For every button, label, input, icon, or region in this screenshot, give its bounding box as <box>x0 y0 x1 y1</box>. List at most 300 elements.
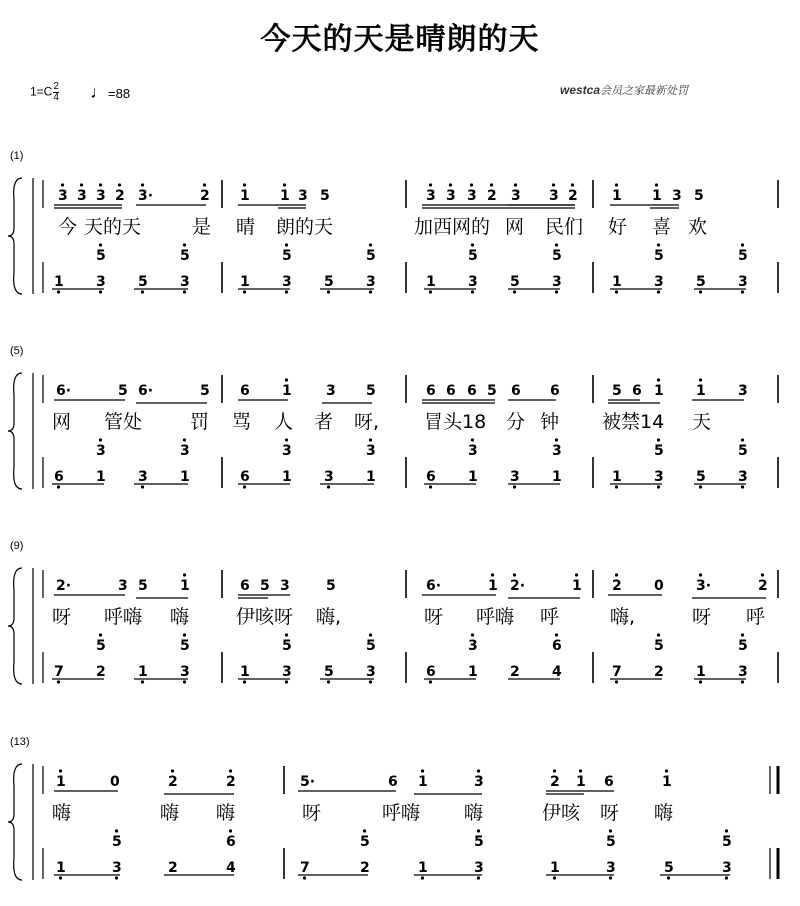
high-octave-dot <box>183 438 186 441</box>
bass-chord-note: 3 <box>180 443 190 459</box>
measure-number: (5) <box>10 345 24 357</box>
credit-suffix: 会员之家最新处罚 <box>600 85 689 97</box>
melody-note: 6· <box>426 578 442 594</box>
high-octave-dot <box>141 183 144 186</box>
bass-note: 3 <box>96 274 106 290</box>
bass-note: 3 <box>180 664 190 680</box>
melody-note: 2 <box>550 774 560 790</box>
low-octave-dot <box>657 485 660 488</box>
melody-note: 6· <box>56 383 72 399</box>
high-octave-dot <box>555 438 558 441</box>
bass-note: 6 <box>426 469 436 485</box>
lyric-word: 嗨 <box>464 802 484 824</box>
bass-chord-note: 5 <box>366 638 376 654</box>
melody-note: 5 <box>694 188 704 204</box>
bass-note: 3 <box>738 274 748 290</box>
lyric-word: 加西网的 <box>414 216 491 238</box>
high-octave-dot <box>429 183 432 186</box>
high-octave-dot <box>243 183 246 186</box>
bass-chord-note: 6 <box>552 638 562 654</box>
low-octave-dot <box>59 876 62 879</box>
low-octave-dot <box>327 485 330 488</box>
bass-note: 1 <box>138 664 148 680</box>
bass-note: 5 <box>696 469 706 485</box>
lyric-word: 晴 <box>236 216 256 238</box>
low-octave-dot <box>513 485 516 488</box>
high-octave-dot <box>471 633 474 636</box>
lyric-word: 天的天 <box>84 216 142 238</box>
measure-number: (13) <box>10 736 30 748</box>
bass-chord-note: 5 <box>654 248 664 264</box>
high-octave-dot <box>369 438 372 441</box>
lyric-word: 嗨 <box>170 606 190 628</box>
high-octave-dot <box>183 573 186 576</box>
low-octave-dot <box>609 876 612 879</box>
lyric-word: 朗的天 <box>276 216 334 238</box>
bass-note: 4 <box>226 860 236 876</box>
low-octave-dot <box>183 290 186 293</box>
lyric-word: 呀 <box>424 606 444 628</box>
lyric-word: 好 <box>608 216 628 238</box>
melody-note: 2 <box>226 774 236 790</box>
bass-note: 5 <box>510 274 520 290</box>
low-octave-dot <box>429 680 432 683</box>
high-octave-dot <box>115 829 118 832</box>
melody-note: 1 <box>56 774 66 790</box>
melody-note: 6· <box>138 383 154 399</box>
low-octave-dot <box>429 290 432 293</box>
quarter-note-icon: ♩ <box>90 82 108 102</box>
high-octave-dot <box>657 378 660 381</box>
high-octave-dot <box>490 183 493 186</box>
melody-note: 5 <box>118 383 128 399</box>
lyric-word: 人 <box>274 411 294 433</box>
melody-note: 3 <box>96 188 106 204</box>
melody-note: 1 <box>612 188 622 204</box>
bass-note: 1 <box>54 274 64 290</box>
high-octave-dot <box>555 633 558 636</box>
high-octave-dot <box>477 829 480 832</box>
low-octave-dot <box>303 876 306 879</box>
bass-note: 7 <box>300 860 310 876</box>
low-octave-dot <box>741 485 744 488</box>
low-octave-dot <box>667 876 670 879</box>
high-octave-dot <box>571 183 574 186</box>
low-octave-dot <box>477 876 480 879</box>
bass-chord-note: 5 <box>282 638 292 654</box>
high-octave-dot <box>99 438 102 441</box>
bass-note: 3 <box>112 860 122 876</box>
lyric-word: 嗨, <box>610 606 636 628</box>
low-octave-dot <box>57 290 60 293</box>
bass-note: 2 <box>96 664 106 680</box>
high-octave-dot <box>665 769 668 772</box>
melody-note: 2 <box>115 188 125 204</box>
bass-note: 3 <box>366 664 376 680</box>
low-octave-dot <box>513 290 516 293</box>
system-brace <box>8 178 22 294</box>
lyric-word: 冒头18 <box>424 411 487 433</box>
low-octave-dot <box>471 290 474 293</box>
bass-chord-note: 5 <box>474 834 484 850</box>
bass-note: 1 <box>696 664 706 680</box>
high-octave-dot <box>513 573 516 576</box>
time-numerator: 2 <box>53 81 59 92</box>
melody-note: 0 <box>654 578 664 594</box>
bass-note: 3 <box>138 469 148 485</box>
low-octave-dot <box>327 290 330 293</box>
lyric-word: 呼 <box>746 606 766 628</box>
melody-note: 3· <box>696 578 712 594</box>
high-octave-dot <box>369 633 372 636</box>
melody-note: 1 <box>488 578 498 594</box>
bass-note: 3 <box>282 274 292 290</box>
page-title: 今天的天是晴朗的天 <box>260 22 540 57</box>
high-octave-dot <box>657 438 660 441</box>
melody-note: 1 <box>696 383 706 399</box>
melody-note: 6 <box>388 774 398 790</box>
melody-note: 3 <box>474 774 484 790</box>
high-octave-dot <box>555 243 558 246</box>
melody-note: 5 <box>487 383 497 399</box>
low-octave-dot <box>141 680 144 683</box>
low-octave-dot <box>615 485 618 488</box>
lyric-word: 分 <box>506 411 526 433</box>
high-octave-dot <box>80 183 83 186</box>
bass-note: 1 <box>550 860 560 876</box>
melody-note: 1 <box>576 774 586 790</box>
high-octave-dot <box>699 378 702 381</box>
bass-note: 3 <box>722 860 732 876</box>
bass-note: 1 <box>468 664 478 680</box>
melody-note: 5 <box>320 188 330 204</box>
melody-note: 3 <box>298 188 308 204</box>
lyric-word: 喜 <box>652 216 672 238</box>
bass-chord-note: 5 <box>360 834 370 850</box>
bass-chord-note: 5 <box>282 248 292 264</box>
lyric-word: 呀 <box>600 802 620 824</box>
melody-note: 1 <box>654 383 664 399</box>
lyric-word: 今 <box>58 216 78 238</box>
measure-number: (1) <box>10 150 24 162</box>
melody-note: 3 <box>280 578 290 594</box>
high-octave-dot <box>725 829 728 832</box>
bass-note: 1 <box>612 469 622 485</box>
melody-note: 3 <box>426 188 436 204</box>
high-octave-dot <box>285 633 288 636</box>
melody-note: 2 <box>568 188 578 204</box>
bass-chord-note: 5 <box>96 248 106 264</box>
bass-chord-note: 5 <box>738 248 748 264</box>
lyric-word: 嗨, <box>316 606 342 628</box>
lyric-word: 呼嗨 <box>382 802 421 824</box>
high-octave-dot <box>203 183 206 186</box>
melody-note: 6 <box>632 383 642 399</box>
bass-note: 1 <box>240 664 250 680</box>
bass-note: 3 <box>606 860 616 876</box>
low-octave-dot <box>183 680 186 683</box>
melody-note: 0 <box>110 774 120 790</box>
low-octave-dot <box>741 290 744 293</box>
high-octave-dot <box>183 243 186 246</box>
bass-note: 7 <box>612 664 622 680</box>
measure-number: (9) <box>10 540 24 552</box>
bass-note: 1 <box>468 469 478 485</box>
high-octave-dot <box>99 633 102 636</box>
lyric-word: 欢 <box>688 216 708 238</box>
low-octave-dot <box>555 290 558 293</box>
melody-note: 1 <box>418 774 428 790</box>
bass-note: 4 <box>552 664 562 680</box>
melody-note: 1 <box>180 578 190 594</box>
lyric-word: 呼 <box>540 606 560 628</box>
lyric-word: 者 <box>314 411 334 433</box>
melody-note: 6 <box>604 774 614 790</box>
tempo-value: =88 <box>108 86 131 101</box>
high-octave-dot <box>761 573 764 576</box>
lyric-word: 骂 <box>232 411 252 433</box>
bass-note: 2 <box>168 860 178 876</box>
high-octave-dot <box>609 829 612 832</box>
low-octave-dot <box>369 680 372 683</box>
melody-note: 1 <box>572 578 582 594</box>
high-octave-dot <box>491 573 494 576</box>
bass-note: 2 <box>654 664 664 680</box>
bass-note: 3 <box>282 664 292 680</box>
high-octave-dot <box>657 243 660 246</box>
lyric-word: 钟 <box>540 411 560 433</box>
high-octave-dot <box>369 243 372 246</box>
high-octave-dot <box>59 769 62 772</box>
melody-note: 3 <box>326 383 336 399</box>
melody-note: 3· <box>138 188 154 204</box>
high-octave-dot <box>699 573 702 576</box>
melody-note: 5 <box>366 383 376 399</box>
bass-chord-note: 3 <box>468 638 478 654</box>
bass-note: 5 <box>138 274 148 290</box>
system-brace <box>8 764 22 880</box>
melody-note: 2 <box>168 774 178 790</box>
lyric-word: 嗨 <box>52 802 72 824</box>
bass-chord-note: 5 <box>738 638 748 654</box>
bass-note: 3 <box>474 860 484 876</box>
melody-note: 1 <box>282 383 292 399</box>
lyric-word: 被禁14 <box>602 411 665 433</box>
high-octave-dot <box>471 243 474 246</box>
bass-note: 5 <box>664 860 674 876</box>
lyric-word: 嗨 <box>654 802 674 824</box>
bass-note: 6 <box>240 469 250 485</box>
lyric-word: 网 <box>52 411 72 433</box>
lyric-word: 呀, <box>354 411 380 433</box>
bass-note: 6 <box>426 664 436 680</box>
lyric-word: 呼嗨 <box>104 606 143 628</box>
low-octave-dot <box>553 876 556 879</box>
high-octave-dot <box>449 183 452 186</box>
high-octave-dot <box>229 769 232 772</box>
bass-note: 3 <box>738 664 748 680</box>
high-octave-dot <box>615 573 618 576</box>
bass-note: 3 <box>738 469 748 485</box>
melody-note: 5 <box>200 383 210 399</box>
high-octave-dot <box>183 633 186 636</box>
high-octave-dot <box>575 573 578 576</box>
bass-chord-note: 5 <box>722 834 732 850</box>
bass-note: 2 <box>360 860 370 876</box>
lyric-word: 是 <box>192 216 212 238</box>
high-octave-dot <box>421 769 424 772</box>
bass-chord-note: 5 <box>180 248 190 264</box>
melody-note: 1 <box>280 188 290 204</box>
high-octave-dot <box>553 769 556 772</box>
melody-note: 6 <box>426 383 436 399</box>
bass-chord-note: 5 <box>96 638 106 654</box>
melody-note: 5 <box>612 383 622 399</box>
low-octave-dot <box>741 680 744 683</box>
high-octave-dot <box>99 183 102 186</box>
lyric-word: 呀 <box>302 802 322 824</box>
melody-note: 3 <box>738 383 748 399</box>
high-octave-dot <box>655 183 658 186</box>
melody-note: 5 <box>138 578 148 594</box>
high-octave-dot <box>285 438 288 441</box>
bass-note: 1 <box>612 274 622 290</box>
bass-note: 5 <box>696 274 706 290</box>
high-octave-dot <box>171 769 174 772</box>
bass-note: 1 <box>552 469 562 485</box>
low-octave-dot <box>615 680 618 683</box>
high-octave-dot <box>477 769 480 772</box>
melody-note: 3 <box>672 188 682 204</box>
lyric-word: 罚 <box>190 411 210 433</box>
melody-note: 6 <box>467 383 477 399</box>
bass-chord-note: 3 <box>468 443 478 459</box>
melody-note: 5 <box>260 578 270 594</box>
lyric-word: 呼嗨 <box>476 606 515 628</box>
bass-note: 1 <box>96 469 106 485</box>
low-octave-dot <box>243 680 246 683</box>
high-octave-dot <box>741 438 744 441</box>
melody-note: 2 <box>200 188 210 204</box>
melody-note: 2 <box>758 578 768 594</box>
melody-note: 5 <box>326 578 336 594</box>
high-octave-dot <box>552 183 555 186</box>
melody-note: 6 <box>550 383 560 399</box>
bass-note: 1 <box>418 860 428 876</box>
melody-note: 5· <box>300 774 316 790</box>
bass-chord-note: 5 <box>654 443 664 459</box>
melody-note: 2· <box>56 578 72 594</box>
bass-chord-note: 5 <box>654 638 664 654</box>
low-octave-dot <box>699 485 702 488</box>
bass-chord-note: 5 <box>552 248 562 264</box>
lyric-word: 呀 <box>52 606 72 628</box>
lyric-word: 民们 <box>545 216 584 238</box>
high-octave-dot <box>514 183 517 186</box>
lyric-word: 伊咳呀 <box>236 606 294 628</box>
high-octave-dot <box>99 243 102 246</box>
bass-note: 1 <box>56 860 66 876</box>
bass-note: 3 <box>366 274 376 290</box>
bass-note: 5 <box>324 664 334 680</box>
lyric-word: 呀 <box>692 606 712 628</box>
bass-chord-note: 5 <box>366 248 376 264</box>
melody-note: 6 <box>446 383 456 399</box>
melody-note: 2 <box>612 578 622 594</box>
low-octave-dot <box>115 876 118 879</box>
lyric-word: 管处 <box>104 411 143 433</box>
bass-note: 3 <box>654 274 664 290</box>
melody-note: 2 <box>487 188 497 204</box>
melody-note: 3 <box>446 188 456 204</box>
low-octave-dot <box>99 290 102 293</box>
bass-note: 3 <box>324 469 334 485</box>
high-octave-dot <box>283 183 286 186</box>
high-octave-dot <box>363 829 366 832</box>
high-octave-dot <box>657 633 660 636</box>
high-octave-dot <box>741 633 744 636</box>
bass-note: 3 <box>180 274 190 290</box>
lyric-word: 天 <box>692 411 712 433</box>
melody-note: 6 <box>511 383 521 399</box>
bass-chord-note: 5 <box>112 834 122 850</box>
low-octave-dot <box>57 485 60 488</box>
low-octave-dot <box>285 290 288 293</box>
melody-note: 3 <box>467 188 477 204</box>
melody-note: 3 <box>511 188 521 204</box>
bass-note: 3 <box>552 274 562 290</box>
melody-note: 1 <box>662 774 672 790</box>
melody-note: 1 <box>240 188 250 204</box>
bass-note: 3 <box>510 469 520 485</box>
bass-note: 5 <box>324 274 334 290</box>
low-octave-dot <box>243 485 246 488</box>
high-octave-dot <box>615 183 618 186</box>
low-octave-dot <box>141 485 144 488</box>
bass-chord-note: 3 <box>96 443 106 459</box>
low-octave-dot <box>429 485 432 488</box>
bass-note: 1 <box>180 469 190 485</box>
low-octave-dot <box>699 290 702 293</box>
melody-note: 2· <box>510 578 526 594</box>
high-octave-dot <box>61 183 64 186</box>
melody-note: 1 <box>652 188 662 204</box>
low-octave-dot <box>657 290 660 293</box>
bass-note: 1 <box>366 469 376 485</box>
melody-note: 6 <box>240 383 250 399</box>
bass-chord-note: 6 <box>226 834 236 850</box>
bass-chord-note: 5 <box>606 834 616 850</box>
lyric-word: 网 <box>505 216 525 238</box>
lyric-word: 嗨 <box>160 802 180 824</box>
bass-note: 1 <box>282 469 292 485</box>
system-brace <box>8 373 22 489</box>
high-octave-dot <box>285 243 288 246</box>
high-octave-dot <box>285 378 288 381</box>
high-octave-dot <box>229 829 232 832</box>
low-octave-dot <box>725 876 728 879</box>
bass-chord-note: 5 <box>468 248 478 264</box>
bass-chord-note: 3 <box>282 443 292 459</box>
lyric-word: 嗨 <box>216 802 236 824</box>
time-denominator: 4 <box>53 92 59 103</box>
melody-note: 3 <box>58 188 68 204</box>
bass-note: 2 <box>510 664 520 680</box>
low-octave-dot <box>615 290 618 293</box>
bass-note: 6 <box>54 469 64 485</box>
melody-note: 6 <box>240 578 250 594</box>
melody-note: 3 <box>77 188 87 204</box>
